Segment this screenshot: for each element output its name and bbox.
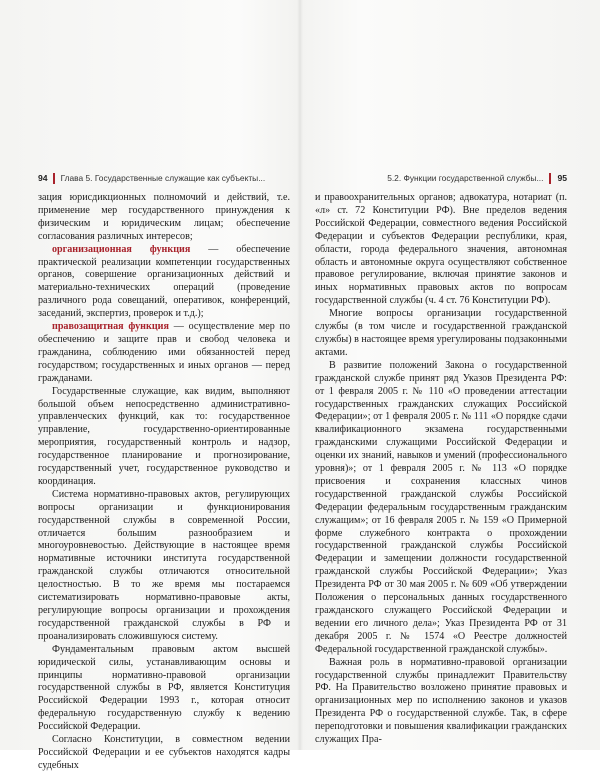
red-divider-bar [53,173,55,184]
right-page-body [315,192,567,747]
paragraph: Государственные служащие, как видим, выполняют большой объем непосредственно административно-управленческих функций, как то: государственное управление, государственно-ориентированные мероприятия, государственный контроль и надзор, государственное планирование и прогнозирование, государственный учет, государственное руководство и координация. [38,385,290,487]
left-running-head [38,172,290,184]
paragraph [38,244,290,321]
paragraph: Согласно Конституции, в совместном ведении Российской Федерации и ее субъектов находятся кадры судебных [38,734,290,771]
paragraph [38,321,290,386]
left-page-number: 94 [38,172,48,183]
term-definition: — осуществление мер по обеспечению и защите прав и свобод человека и гражданина, соблюдению ими обязанностей перед государством; государственных и иных органов — перед гражданами. [38,321,291,384]
paragraph: Фундаментальным правовым актом высшей юридической силы, устанавливающим основы и принципы нормативно-правовой организации государственной службы в РФ, является Конституция Российской Федерации 1993 г., которая относит федеральную государственную службу к ведению Российской Федерации. [38,643,290,733]
term-organizational-function: организационная функция [52,243,191,255]
paragraph: Важная роль в нормативно-правовой организации государственной службы принадлежит Правительству РФ. На Правительство возложено принятие правовых и организационных мер по исполнению законов и указов Президента РФ о государственной службе. Так, в сфере переподготовки и повышения квалификации гражданских служащих Пра- [315,656,567,746]
paragraph: зация юрисдикционных полномочий и действий, т.е. применение мер государственного принуждения к физическим и юридическим лицам; обеспечение согласования различных интересов; [38,192,290,242]
left-page [38,172,290,773]
right-running-head [315,172,567,184]
left-page-body [38,192,290,773]
paragraph: и правоохранительных органов; адвокатура, нотариат (п. «л» ст. 72 Конституции РФ). Вне пределов ведения Российской Федерации, совместного ведения Российской Федерации и субъектов Федерации республики, края, области, города федерального значения, автономная область и автономные округа осуществляют собственное правовое регулирование, включая принятие законов и иных нормативных правовых актов по вопросам государственной службы (ч. 4 ст. 76 Конституции РФ). [315,192,567,307]
term-law-protection-function: правозащитная функция [52,321,169,333]
right-page [315,172,567,747]
right-running-head-title: 5.2. Функции государственной службы... [387,172,544,183]
term-definition: — обеспечение практической реализации компетенции государственных органов, совершение организационных действий и материально-технических операций (проведение различного рода совещаний, оперативок, конференций, заседаний, экспертиз, проверок и т.д.); [38,243,291,320]
paragraph: Система нормативно-правовых актов, регулирующих вопросы организации и функционирования государственной службы в современной России, отличается большим разнообразием и многоуровневостью. Действующие в настоящее время нормативные источники института государственной гражданской службы отличаются относительной целостностью. В то же время мы постараемся систематизировать нормативно-правовые акты, регулирующие вопросы организации и прохождения государственной гражданской службы в РФ и проанализировать сложившуюся систему. [38,488,290,642]
red-divider-bar [549,173,551,184]
paragraph: В развитие положений Закона о государственной гражданской службе принят ряд Указов Президента РФ: от 1 февраля 2005 г. № 110 «О проведении аттестации государственных гражданских служащих Российской Федерации»; от 1 февраля 2005 г. № 111 «О порядке сдачи квалификационного экзамена государственными гражданскими служащими Российской Федерации и оценки их знаний, навыков и умений (профессионального уровня)»; от 1 февраля 2005 г. № 113 «О порядке присвоения и сохранения классных чинов государственной гражданской службы Российской Федерации федеральным государственным гражданским служащим»; от 16 февраля 2005 г. № 159 «О Примерной форме служебного контракта о прохождении государственной гражданской службы Российской Федерации и замещении должности государственной гражданской службы Российской Федерации»; Указ Президента РФ от 30 мая 2005 г. № 609 «Об утверждении Положения о персональных данных государственного гражданского служащего Российской Федерации и ведении его личного дела»; Указ Президента РФ от 31 декабря 2005 г. № 1574 «О Реестре должностей Федеральной государственной гражданской службы». [315,359,567,655]
right-page-number: 95 [557,172,567,183]
left-running-head-title: Глава 5. Государственные служащие как субъекты... [60,172,266,183]
paragraph: Многие вопросы организации государственной службы (в том числе и государственной гражданской службы) в настоящее время урегулированы подзаконными актами. [315,308,567,358]
